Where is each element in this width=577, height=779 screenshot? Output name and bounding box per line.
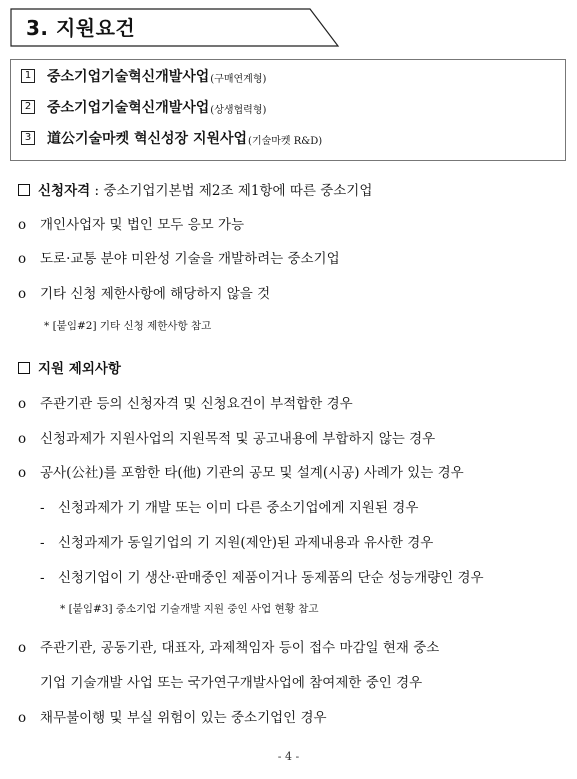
dash-marker: - bbox=[40, 500, 45, 516]
exclusion-item bbox=[18, 461, 464, 481]
dash-marker: - bbox=[40, 570, 45, 586]
eligibility-heading bbox=[18, 179, 372, 199]
program-subtype: (구매연계형) bbox=[210, 73, 267, 85]
exclusions-heading-label: 지원 제외사항 bbox=[38, 361, 121, 377]
section-header bbox=[10, 8, 340, 48]
program-name: 중소기업기술혁신개발사업 bbox=[47, 100, 210, 116]
exclusion-note: * [붙임#3] 중소기업 기술개발 지원 중인 사업 현황 참고 bbox=[60, 603, 319, 615]
exclusion-sub-item bbox=[40, 496, 418, 516]
program-item-3 bbox=[21, 127, 322, 149]
eligibility-heading-text: 중소기업기본법 제2조 제1항에 따른 중소기업 bbox=[103, 183, 373, 199]
eligibility-heading-label: 신청자격 bbox=[38, 183, 91, 199]
exclusion-item-text: 신청과제가 지원사업의 지원목적 및 공고내용에 부합하지 않는 경우 bbox=[40, 431, 436, 447]
exclusion-item-text: 공사(公社)를 포함한 타(他) 기관의 공모 및 설계(시공) 사례가 있는 경우 bbox=[40, 465, 464, 481]
exclusion-item-continuation: 기업 기술개발 사업 또는 국가연구개발사업에 참여제한 중인 경우 bbox=[40, 675, 423, 691]
exclusion-item bbox=[18, 706, 327, 726]
checkbox-icon bbox=[18, 362, 30, 374]
eligibility-item bbox=[18, 282, 270, 302]
program-number-box: 3 bbox=[21, 131, 35, 145]
eligibility-item-text: 개인사업자 및 법인 모두 응모 가능 bbox=[40, 217, 245, 233]
exclusion-item bbox=[18, 392, 353, 412]
exclusion-sub-item-text: 신청기업이 기 생산·판매중인 제품이거나 동제품의 단순 성능개량인 경우 bbox=[58, 570, 484, 586]
exclusion-item-text: 주관기관 등의 신청자격 및 신청요건이 부적합한 경우 bbox=[40, 396, 353, 412]
exclusion-item bbox=[18, 427, 435, 447]
bullet-o: o bbox=[18, 431, 27, 447]
exclusion-sub-item-text: 신청과제가 동일기업의 기 지원(제안)된 과제내용과 유사한 경우 bbox=[58, 535, 434, 551]
bullet-o: o bbox=[18, 640, 27, 656]
dash-marker: - bbox=[40, 535, 45, 551]
eligibility-note: * [붙임#2] 기타 신청 제한사항 참고 bbox=[44, 320, 212, 332]
exclusion-sub-item bbox=[40, 531, 433, 551]
exclusion-item-text: 주관기관, 공동기관, 대표자, 과제책임자 등이 접수 마감일 현재 중소 bbox=[40, 640, 440, 656]
eligibility-item bbox=[18, 213, 244, 233]
page-number: - 4 - bbox=[277, 750, 300, 763]
eligibility-item-text: 기타 신청 제한사항에 해당하지 않을 것 bbox=[40, 286, 271, 302]
program-name: 道公기술마켓 혁신성장 지원사업 bbox=[47, 131, 248, 147]
bullet-o: o bbox=[18, 710, 27, 726]
exclusion-sub-item bbox=[40, 566, 484, 586]
exclusion-sub-item-text: 신청과제가 기 개발 또는 이미 다른 중소기업에게 지원된 경우 bbox=[58, 500, 419, 516]
checkbox-icon bbox=[18, 184, 30, 196]
program-number-box: 2 bbox=[21, 100, 35, 114]
program-item-2 bbox=[21, 96, 266, 118]
bullet-o: o bbox=[18, 251, 27, 267]
program-name: 중소기업기술혁신개발사업 bbox=[47, 69, 210, 85]
exclusion-item bbox=[18, 636, 439, 656]
exclusions-heading bbox=[18, 357, 121, 377]
bullet-o: o bbox=[18, 396, 27, 412]
program-subtype: (기술마켓 R&D) bbox=[248, 135, 323, 147]
bullet-o: o bbox=[18, 217, 27, 233]
eligibility-colon: : bbox=[90, 183, 104, 199]
program-item-1 bbox=[21, 65, 266, 87]
program-number-box: 1 bbox=[21, 69, 35, 83]
section-title: 3. 지원요건 bbox=[26, 16, 136, 40]
program-subtype: (상생협력형) bbox=[210, 104, 267, 116]
program-list-box bbox=[10, 59, 566, 161]
exclusion-item-text: 채무불이행 및 부실 위험이 있는 중소기업인 경우 bbox=[40, 710, 327, 726]
bullet-o: o bbox=[18, 465, 27, 481]
bullet-o: o bbox=[18, 286, 27, 302]
eligibility-item bbox=[18, 247, 340, 267]
eligibility-item-text: 도로·교통 분야 미완성 기술을 개발하려는 중소기업 bbox=[40, 251, 340, 267]
